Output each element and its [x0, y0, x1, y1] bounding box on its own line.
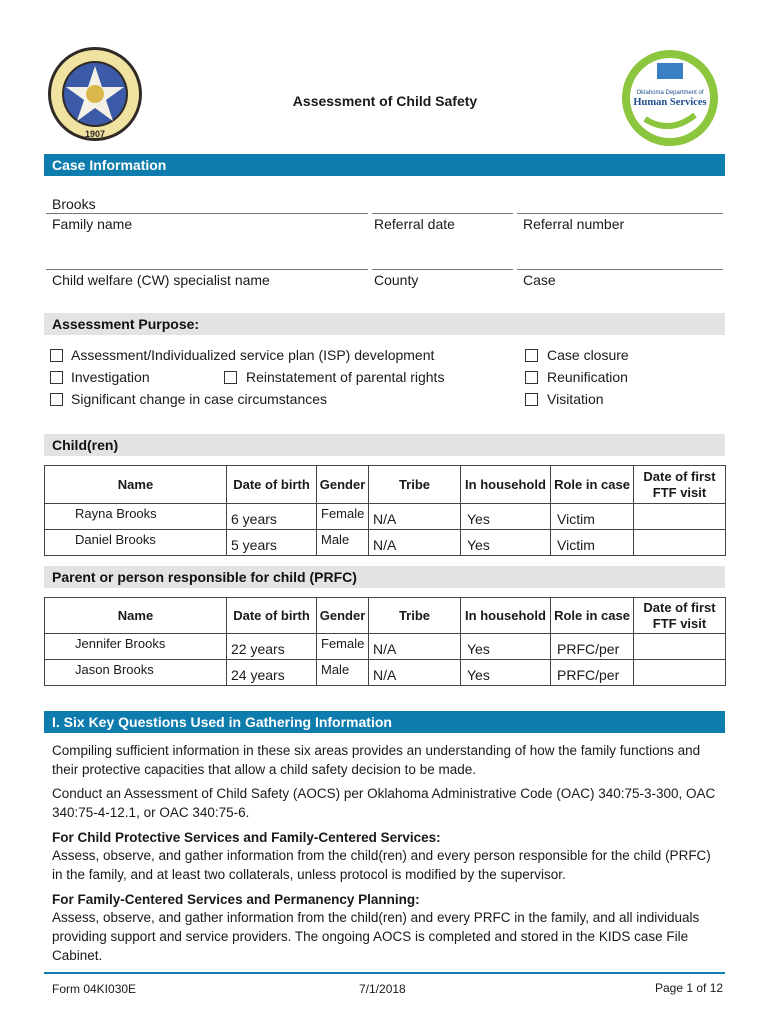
referral-date-label: Referral date	[374, 216, 455, 232]
children-title: Child(ren)	[52, 437, 119, 453]
prfc-table	[44, 597, 726, 686]
family-name-label: Family name	[52, 216, 133, 232]
child-name[interactable]: Rayna Brooks	[75, 506, 157, 521]
label-reunification: Reunification	[547, 369, 628, 385]
referral-number-line	[517, 213, 723, 214]
prfc-dob[interactable]: 22 years	[231, 641, 285, 657]
prfc-col-gender: Gender	[317, 598, 369, 634]
child-tribe[interactable]: N/A	[373, 537, 397, 553]
section-one-header	[44, 711, 725, 733]
prfc-header-row	[45, 598, 726, 634]
cw-specialist-label: Child welfare (CW) specialist name	[52, 272, 270, 288]
prfc-title: Parent or person responsible for child (PRFC)	[52, 569, 357, 585]
label-significant-change: Significant change in case circumstances	[71, 391, 328, 407]
document-title: Assessment of Child Safety	[292, 93, 478, 109]
family-name-line	[46, 213, 368, 214]
label-visitation: Visitation	[547, 391, 604, 407]
case-information-header	[44, 154, 725, 176]
children-header	[44, 434, 725, 456]
prfc-tribe[interactable]: N/A	[373, 641, 397, 657]
child-dob[interactable]: 6 years	[231, 511, 277, 527]
prfc-dob[interactable]: 24 years	[231, 667, 285, 683]
case-information-title: Case Information	[52, 157, 167, 173]
child-name[interactable]: Daniel Brooks	[75, 532, 156, 547]
county-label: County	[374, 272, 419, 288]
children-col-gender: Gender	[317, 466, 369, 504]
section-one-title: I. Six Key Questions Used in Gathering Information	[52, 714, 392, 730]
checkbox-case-closure[interactable]	[525, 349, 538, 362]
child-role[interactable]: Victim	[557, 511, 595, 527]
children-col-name: Name	[45, 466, 227, 504]
table-row	[45, 530, 726, 556]
child-tribe[interactable]: N/A	[373, 511, 397, 527]
prfc-gender[interactable]: Male	[321, 662, 350, 677]
prfc-name[interactable]: Jennifer Brooks	[75, 636, 166, 651]
checkbox-isp-development[interactable]	[50, 349, 63, 362]
section-one-paragraph-2: Conduct an Assessment of Child Safety (AOCS) per Oklahoma Administrative Code (OAC) 340:75-3-300, OAC 340:75-4-12.1, or OAC 340:75-6.	[52, 786, 716, 820]
referral-date-line	[372, 213, 513, 214]
checkbox-visitation[interactable]	[525, 393, 538, 406]
child-dob[interactable]: 5 years	[231, 537, 277, 553]
child-role[interactable]: Victim	[557, 537, 595, 553]
table-row	[45, 634, 726, 660]
footer-rule	[44, 972, 725, 974]
prfc-col-tribe: Tribe	[369, 598, 461, 634]
form-date: 7/1/2018	[359, 982, 406, 996]
referral-number-label: Referral number	[523, 216, 625, 232]
prfc-role[interactable]: PRFC/per	[557, 667, 620, 683]
form-number: Form 04KI030E	[52, 982, 137, 996]
family-name-value[interactable]: Brooks	[52, 196, 96, 212]
children-col-ftf: Date of first FTF visit	[634, 466, 726, 504]
cps-text: Assess, observe, and gather information from the child(ren) and every person responsible for the child (PRFC) in the family, and at least two collaterals, unless protocol is modified by the supervisor.	[52, 848, 711, 882]
prfc-col-ftf: Date of first FTF visit	[634, 598, 726, 634]
fcs-text: Assess, observe, and gather information from the child(ren) and every PRFC in the family, and all individuals providing support and service providers. The ongoing AOCS is completed and stored in the KIDS case File Cabinet.	[52, 910, 700, 963]
child-household[interactable]: Yes	[467, 511, 490, 527]
section-one-paragraph-1: Compiling sufficient information in these six areas provides an understanding of how the family functions and their protective capacities that allow a child safety decision to be made.	[52, 743, 701, 777]
page-number: Page 1 of 12	[655, 981, 724, 995]
checkbox-investigation[interactable]	[50, 371, 63, 384]
label-isp-development: Assessment/Individualized service plan (ISP) development	[71, 347, 435, 363]
prfc-role[interactable]: PRFC/per	[557, 641, 620, 657]
checkbox-reinstatement[interactable]	[224, 371, 237, 384]
checkbox-significant-change[interactable]	[50, 393, 63, 406]
label-reinstatement: Reinstatement of parental rights	[246, 369, 445, 385]
label-investigation: Investigation	[71, 369, 150, 385]
dhs-logo-line2: Human Services	[633, 97, 707, 108]
label-case-closure: Case closure	[547, 347, 629, 363]
case-line	[517, 269, 723, 270]
children-col-tribe: Tribe	[369, 466, 461, 504]
prfc-col-household: In household	[461, 598, 551, 634]
children-col-dob: Date of birth	[227, 466, 317, 504]
prfc-gender[interactable]: Female	[321, 636, 365, 651]
prfc-name[interactable]: Jason Brooks	[75, 662, 154, 677]
child-gender[interactable]: Female	[321, 506, 365, 521]
svg-text:1907: 1907	[84, 129, 106, 139]
table-row	[45, 504, 726, 530]
table-row	[45, 660, 726, 686]
children-header-row	[45, 466, 726, 504]
cps-heading: For Child Protective Services and Family-Centered Services:	[52, 830, 441, 845]
child-household[interactable]: Yes	[467, 537, 490, 553]
checkbox-reunification[interactable]	[525, 371, 538, 384]
children-col-role: Role in case	[551, 466, 634, 504]
prfc-household[interactable]: Yes	[467, 667, 490, 683]
county-line	[372, 269, 513, 270]
cw-specialist-line	[46, 269, 368, 270]
fcs-heading: For Family-Centered Services and Permanency Planning:	[52, 892, 420, 907]
children-col-household: In household	[461, 466, 551, 504]
prfc-household[interactable]: Yes	[467, 641, 490, 657]
prfc-col-role: Role in case	[551, 598, 634, 634]
case-label: Case	[523, 272, 556, 288]
children-table	[44, 465, 726, 556]
prfc-tribe[interactable]: N/A	[373, 667, 397, 683]
dhs-logo-icon	[621, 49, 719, 147]
prfc-header	[44, 566, 725, 588]
assessment-purpose-title: Assessment Purpose:	[52, 316, 200, 332]
child-gender[interactable]: Male	[321, 532, 350, 547]
dhs-logo-line1: Oklahoma Department of	[636, 90, 704, 96]
prfc-col-dob: Date of birth	[227, 598, 317, 634]
prfc-col-name: Name	[45, 598, 227, 634]
assessment-purpose-header	[44, 313, 725, 335]
